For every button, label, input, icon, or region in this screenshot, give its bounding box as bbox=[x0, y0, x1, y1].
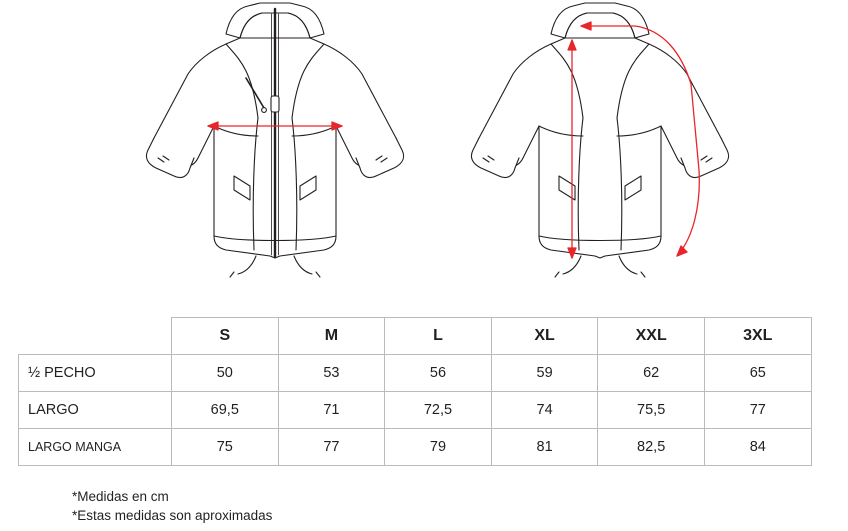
cell-length-s: 69,5 bbox=[172, 392, 279, 429]
cell-chest-xxl: 62 bbox=[598, 355, 705, 392]
cell-sleeve-l: 79 bbox=[385, 429, 492, 466]
footnote-units: *Medidas en cm bbox=[72, 489, 169, 504]
table-row bbox=[19, 392, 812, 429]
column-header-xxl: XXL bbox=[598, 318, 705, 355]
cell-length-xl: 74 bbox=[491, 392, 598, 429]
row-label-length: LARGO bbox=[19, 392, 172, 429]
column-header-m: M bbox=[278, 318, 385, 355]
table-corner-cell bbox=[19, 318, 172, 355]
jacket-front-illustration bbox=[130, 0, 420, 290]
row-label-chest: ½ PECHO bbox=[19, 355, 172, 392]
cell-chest-l: 56 bbox=[385, 355, 492, 392]
footnote-approx: *Estas medidas son aproximadas bbox=[72, 508, 273, 523]
column-header-l: L bbox=[385, 318, 492, 355]
table-row bbox=[19, 355, 812, 392]
table-header-row bbox=[19, 318, 812, 355]
cell-sleeve-xl: 81 bbox=[491, 429, 598, 466]
size-table bbox=[18, 317, 812, 466]
row-label-sleeve: LARGO MANGA bbox=[19, 429, 172, 466]
cell-length-m: 71 bbox=[278, 392, 385, 429]
footnotes bbox=[72, 487, 272, 525]
cell-chest-m: 53 bbox=[278, 355, 385, 392]
cell-chest-xl: 59 bbox=[491, 355, 598, 392]
jacket-back-illustration bbox=[455, 0, 745, 290]
column-header-s: S bbox=[172, 318, 279, 355]
cell-length-xxl: 75,5 bbox=[598, 392, 705, 429]
cell-sleeve-xxl: 82,5 bbox=[598, 429, 705, 466]
cell-sleeve-m: 77 bbox=[278, 429, 385, 466]
size-table-container bbox=[18, 317, 811, 466]
cell-sleeve-s: 75 bbox=[172, 429, 279, 466]
column-header-xl: XL bbox=[491, 318, 598, 355]
column-header-3xl: 3XL bbox=[704, 318, 811, 355]
cell-length-3xl: 77 bbox=[704, 392, 811, 429]
cell-length-l: 72,5 bbox=[385, 392, 492, 429]
table-row bbox=[19, 429, 812, 466]
cell-chest-3xl: 65 bbox=[704, 355, 811, 392]
cell-chest-s: 50 bbox=[172, 355, 279, 392]
cell-sleeve-3xl: 84 bbox=[704, 429, 811, 466]
